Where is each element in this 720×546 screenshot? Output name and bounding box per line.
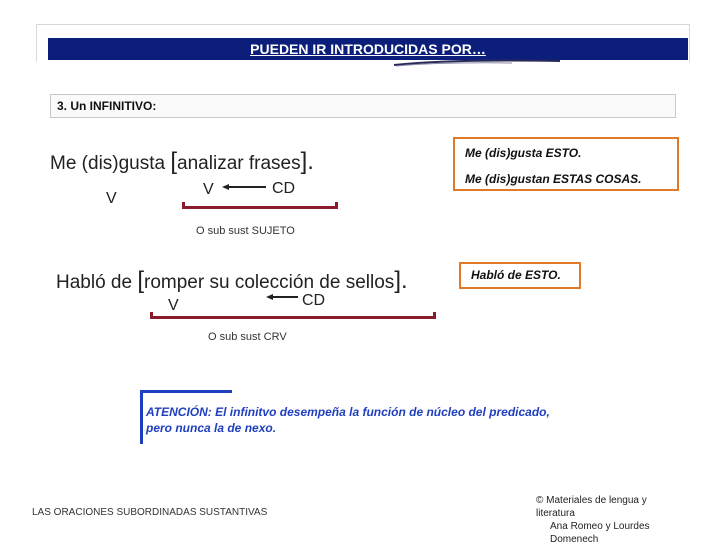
arrow-left-icon bbox=[266, 294, 300, 304]
title-bar bbox=[48, 38, 688, 60]
example1-close-bracket: ]. bbox=[300, 148, 314, 175]
example2-open-bracket: [ bbox=[137, 267, 145, 294]
slide-frame-right bbox=[689, 24, 690, 62]
footer-right-line1: © Materiales de lengua y literatura bbox=[536, 495, 647, 519]
example2-bracketed: romper su colección de sellos bbox=[144, 272, 395, 293]
footer-right bbox=[536, 494, 676, 546]
footer-right-line2: Ana Romeo y Lourdes Domenech bbox=[550, 521, 650, 545]
example1-label-v-inner: V bbox=[203, 181, 214, 198]
example1-label-cd: CD bbox=[272, 180, 296, 197]
example1-bracket-line bbox=[182, 206, 338, 209]
example1-prefix: Me (dis)gusta bbox=[50, 153, 171, 174]
footer-left: LAS ORACIONES SUBORDINADAS SUSTANTIVAS bbox=[32, 507, 268, 518]
slide-frame-top bbox=[36, 24, 690, 25]
example1-box-line2: Me (dis)gustan ESTAS COSAS. bbox=[465, 172, 642, 186]
example1-box-line1: Me (dis)gusta ESTO. bbox=[465, 146, 582, 160]
example2-close-bracket: ]. bbox=[394, 267, 408, 294]
example2-label-v: V bbox=[168, 297, 179, 314]
example2-bracket-line bbox=[150, 316, 436, 319]
note-top-border bbox=[140, 390, 232, 393]
example1-label-v-outer: V bbox=[106, 190, 117, 207]
example1-sentence bbox=[50, 148, 314, 176]
example1-open-bracket: [ bbox=[170, 148, 178, 175]
note-left-border bbox=[140, 390, 143, 444]
example2-equivalence-box bbox=[459, 262, 581, 289]
example2-box-text: Habló de ESTO. bbox=[471, 268, 561, 282]
slide-frame-left bbox=[36, 24, 37, 62]
example2-sentence bbox=[56, 267, 408, 295]
example1-equivalence-box bbox=[453, 137, 679, 191]
example1-caption: O sub sust SUJETO bbox=[196, 225, 295, 237]
arrow-left-icon bbox=[222, 184, 268, 196]
title-swoosh-decoration bbox=[392, 58, 562, 68]
example2-prefix: Habló de bbox=[56, 272, 138, 293]
example1-bracketed: analizar frases bbox=[177, 153, 301, 174]
example2-caption: O sub sust CRV bbox=[208, 331, 287, 343]
page-title: PUEDEN IR INTRODUCIDAS POR… bbox=[250, 41, 486, 57]
section-heading: 3. Un INFINITIVO: bbox=[50, 94, 676, 118]
example2-label-cd: CD bbox=[302, 292, 326, 309]
note-text: ATENCIÓN: El infinitvo desempeña la función de núcleo del predicado, pero nunca la de nexo. bbox=[146, 405, 550, 435]
